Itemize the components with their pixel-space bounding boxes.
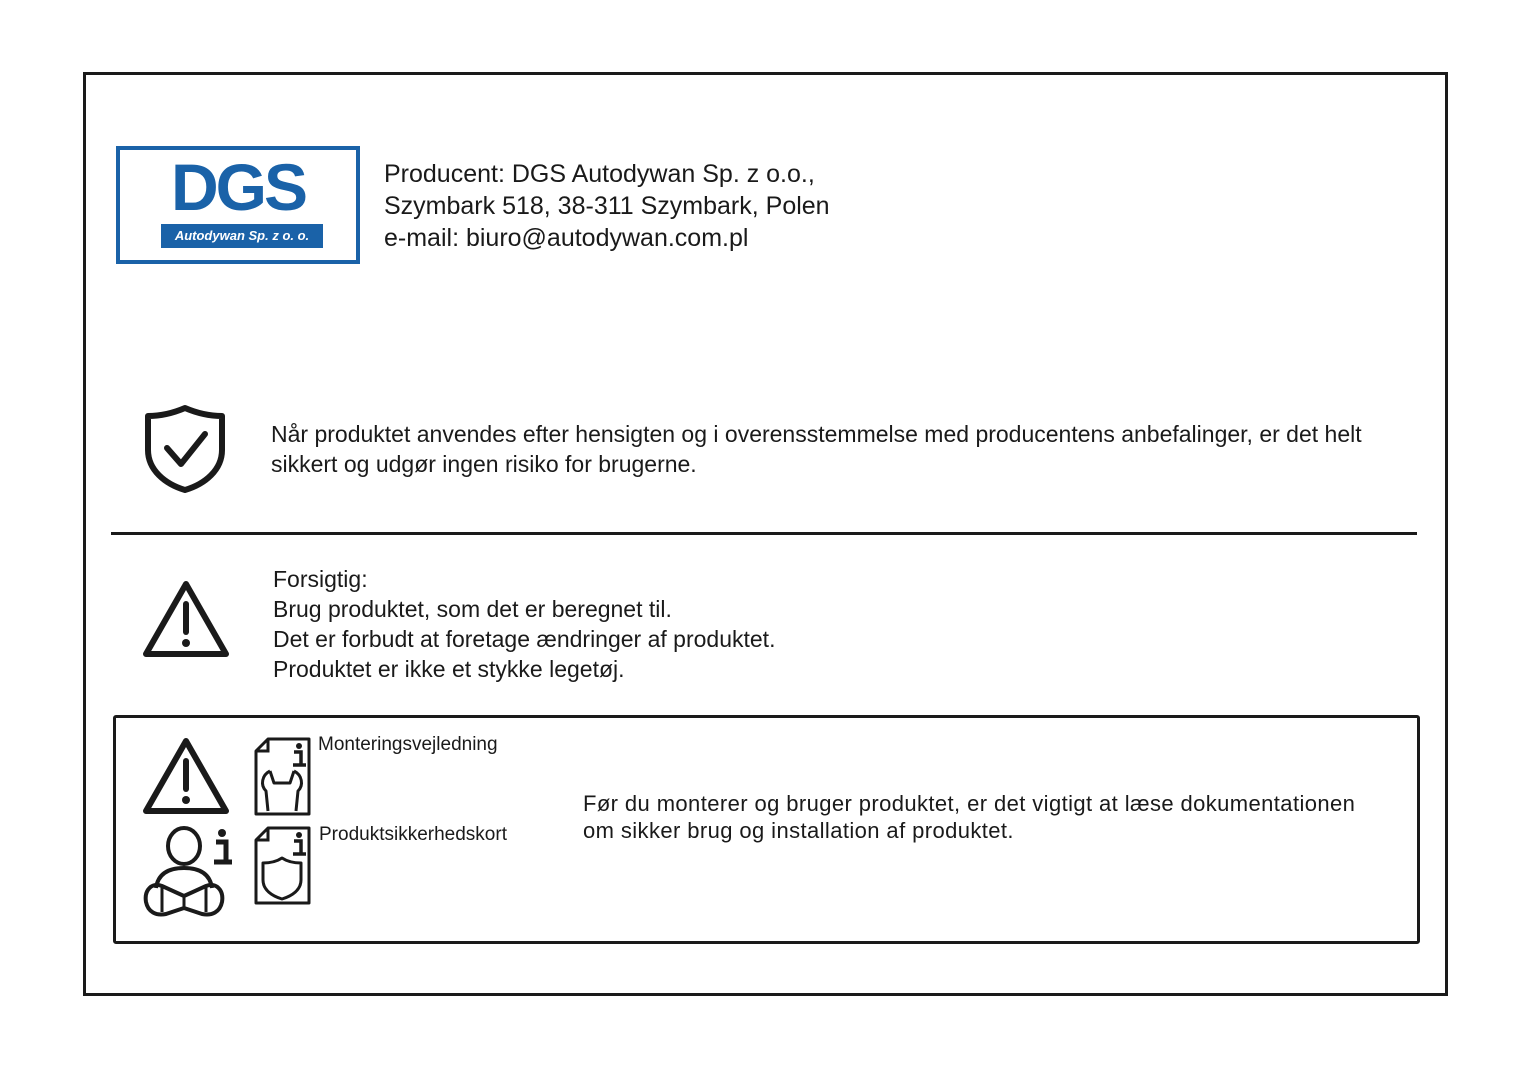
producer-info xyxy=(384,158,830,254)
logo-subtitle: Autodywan Sp. z o. o. xyxy=(161,224,323,248)
warning-triangle-icon xyxy=(142,578,230,660)
section-divider xyxy=(111,532,1417,535)
safety-statement: Når produktet anvendes efter hensigten og i overensstemmelse med producentens anbefalinger, er det helt sikkert og udgør ingen risiko for brugerne. xyxy=(271,421,1362,477)
caution-line: Produktet er ikke et stykke legetøj. xyxy=(273,656,625,682)
document-wrench-info-icon xyxy=(254,737,312,817)
caution-block xyxy=(273,564,775,684)
caution-line: Det er forbudt at foretage ændringer af produktet. xyxy=(273,626,776,652)
document-shield-info-icon xyxy=(254,826,312,906)
reading-person-info-icon xyxy=(140,824,236,920)
caution-heading: Forsigtig: xyxy=(273,566,368,592)
documentation-note: Før du monterer og bruger produktet, er det vigtigt at læse dokumentationen om sikker brug og installation af produktet. xyxy=(583,791,1356,843)
producer-email: e-mail: biuro@autodywan.com.pl xyxy=(384,224,749,252)
warning-triangle-icon xyxy=(142,735,230,817)
producer-name: Producent: DGS Autodywan Sp. z o.o., xyxy=(384,160,815,188)
producer-address: Szymbark 518, 38-311 Szymbark, Polen xyxy=(384,192,830,220)
safety-card-label: Produktsikkerhedskort xyxy=(319,824,507,845)
dgs-logo xyxy=(116,146,360,264)
shield-check-icon xyxy=(143,404,227,494)
caution-line: Brug produktet, som det er beregnet til. xyxy=(273,596,672,622)
logo-wordmark: DGS xyxy=(170,150,306,224)
assembly-guide-label: Monteringsvejledning xyxy=(318,734,498,755)
